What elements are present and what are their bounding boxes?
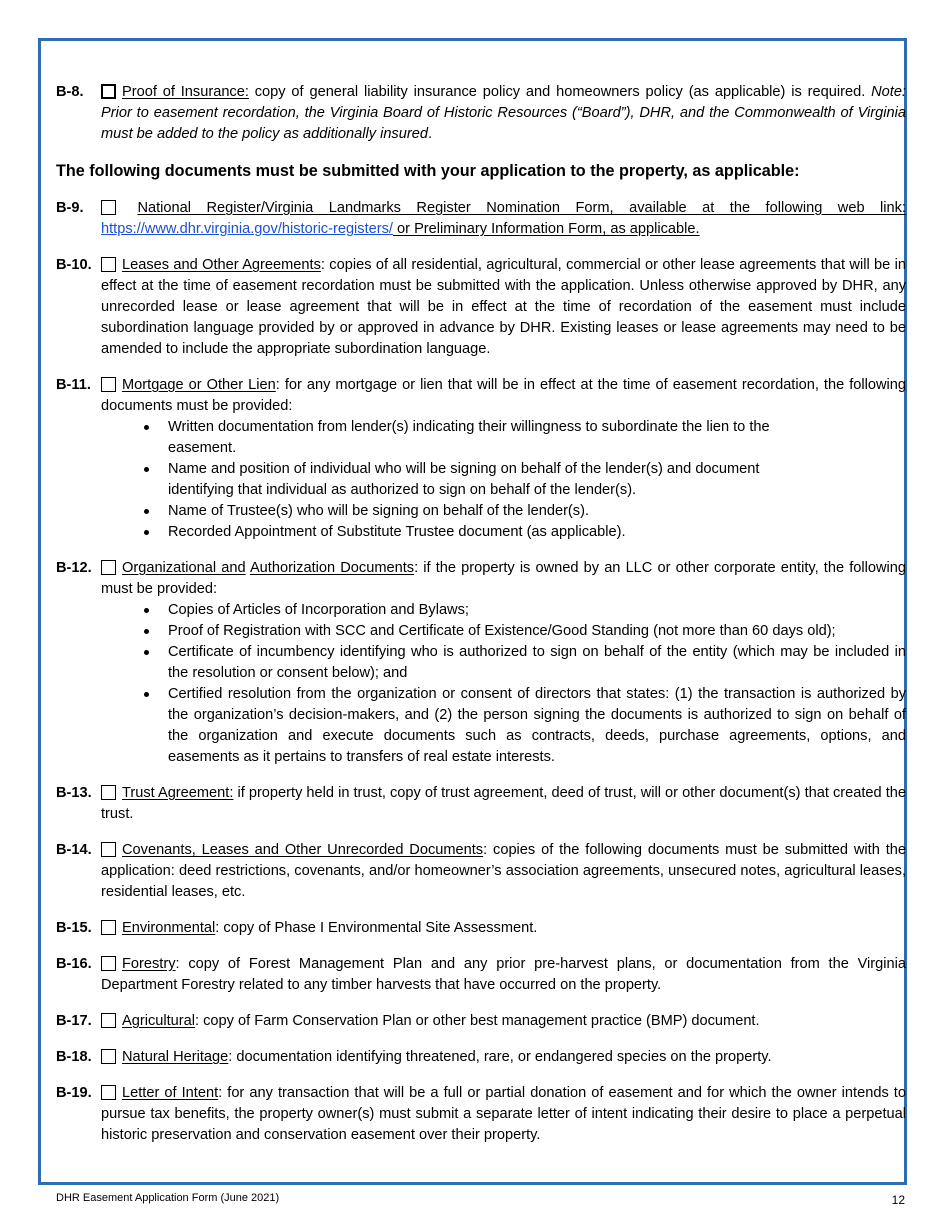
item-title: Leases and Other Agreements xyxy=(122,257,321,273)
item-text: : copies of all residential, agricultural, commercial or other lease agreements that will be in effect at the time of easement recordation must be submitted with the application. Unless otherwise approved by DHR, any unrecorded lease or lease agreement that will be in effect at the time of recordation of the easement must include subordination language provided by or approved in advance by DHR. Existing leases or lease agreements may need to be amended to include the appropriate subordination language. xyxy=(101,257,907,357)
item-b18 xyxy=(56,1047,906,1068)
item-b19 xyxy=(56,1083,906,1146)
checkbox-proof-of-insurance[interactable] xyxy=(101,84,116,99)
list-item: Recorded Appointment of Substitute Trustee document (as applicable). xyxy=(168,522,906,543)
item-title: Environmental xyxy=(122,920,216,936)
item-title: Letter of Intent xyxy=(122,1085,219,1101)
item-label: B-19. xyxy=(56,1085,92,1101)
item-title: Mortgage or Other Lien xyxy=(122,377,276,393)
list-item: Proof of Registration with SCC and Certificate of Existence/Good Standing (not more than 60 days old); xyxy=(168,621,906,642)
item-note: Note: Prior to easement recordation, the Virginia Board of Historic Resources (“Board”), DHR, and the Commonwealth of Virginia must be added to the policy as additionally insured xyxy=(101,84,906,142)
item-text: if property held in trust, copy of trust agreement, deed of trust, will or other document(s) that created the trust. xyxy=(101,785,906,822)
item-label: B-9. xyxy=(56,200,84,216)
item-text: copy of general liability insurance policy and homeowners policy (as applicable) is required. xyxy=(248,84,872,100)
checkbox-natural-heritage[interactable] xyxy=(101,1049,116,1064)
item-b17 xyxy=(56,1011,906,1032)
section-heading: The following documents must be submitted with your application to the property, as applicable: xyxy=(56,162,800,180)
item-label: B-8. xyxy=(56,84,84,100)
item-label: B-12. xyxy=(56,560,92,576)
item-text: : copy of Farm Conservation Plan or other best management practice (BMP) document. xyxy=(195,1013,760,1029)
list-item: Name of Trustee(s) who will be signing on behalf of the lender(s). xyxy=(168,501,906,522)
checkbox-letter-of-intent[interactable] xyxy=(101,1085,116,1100)
item-title-b: Authorization Documents xyxy=(249,560,415,576)
list-item: Written documentation from lender(s) indicating their willingness to subordinate the lien to the easement. xyxy=(168,417,906,459)
list-item: Certified resolution from the organization or consent of directors that states: (1) the transaction is authorized by the organization’s decision-makers, and (2) the person signing the documents is authorized to sign on behalf of the organization and execute documents such as contracts, deeds, purchase agreements, options, and easements as it pertains to transfers of real estate interests. xyxy=(168,684,906,768)
item-text: : if the property is owned by an LLC or other corporate entity, the following must be provided: xyxy=(101,560,906,597)
b11-bullet-list xyxy=(56,417,906,543)
item-label: B-14. xyxy=(56,842,92,858)
item-b16 xyxy=(56,954,906,996)
b12-bullet-list xyxy=(56,600,906,768)
checkbox-environmental[interactable] xyxy=(101,920,116,935)
item-label: B-10. xyxy=(56,257,92,273)
item-title: National Register/Virginia Landmarks Register Nomination Form, available at the following web link: xyxy=(137,200,906,216)
list-item: Name and position of individual who will be signing on behalf of the lender(s) and document identifying that individual as authorized to sign on behalf of the lender(s). xyxy=(168,459,906,501)
item-text: : for any mortgage or lien that will be in effect at the time of easement recordation, the following documents must be provided: xyxy=(101,377,906,414)
item-title: Trust Agreement: xyxy=(122,785,234,801)
item-text: : copies of the following documents must be submitted with the application: deed restrictions, covenants, and/or homeowner’s association agreements, unsecured notes, agricultural leases, residential leases, etc. xyxy=(101,842,906,900)
item-text: : copy of Forest Management Plan and any prior pre-harvest plans, or documentation from the Virginia Department Forestry related to any timber harvests that have occurred on the property. xyxy=(101,956,906,993)
checkbox-organizational-docs[interactable] xyxy=(101,560,116,575)
item-text: : copy of Phase I Environmental Site Assessment. xyxy=(215,920,538,936)
item-label: B-17. xyxy=(56,1013,92,1029)
item-b10 xyxy=(56,255,906,360)
checkbox-covenants-leases[interactable] xyxy=(101,842,116,857)
item-label: B-15. xyxy=(56,920,92,936)
checkbox-trust-agreement[interactable] xyxy=(101,785,116,800)
item-title: Proof of Insurance: xyxy=(122,84,249,100)
item-text: : documentation identifying threatened, rare, or endangered species on the property. xyxy=(228,1049,772,1065)
item-title: Covenants, Leases and Other Unrecorded Documents xyxy=(122,842,484,858)
note-end: . xyxy=(427,126,433,142)
item-title: Forestry xyxy=(122,956,176,972)
item-title: Agricultural xyxy=(122,1013,195,1029)
page-number: 12 xyxy=(891,1193,905,1207)
item-text: or Preliminary Information Form, as applicable. xyxy=(392,221,700,237)
item-title: Natural Heritage xyxy=(122,1049,229,1065)
item-b13 xyxy=(56,783,906,825)
document-body xyxy=(56,82,906,1146)
item-label: B-18. xyxy=(56,1049,92,1065)
item-b12 xyxy=(56,558,906,600)
list-item: Certificate of incumbency identifying who is authorized to sign on behalf of the entity (which may be included in the resolution or consent below); and xyxy=(168,642,906,684)
checkbox-forestry[interactable] xyxy=(101,956,116,971)
item-title: Organizational and xyxy=(122,560,246,576)
checkbox-nomination-form[interactable] xyxy=(101,200,116,215)
checkbox-leases-agreements[interactable] xyxy=(101,257,116,272)
item-label: B-11. xyxy=(56,377,91,393)
footer-form-title: DHR Easement Application Form (June 2021) xyxy=(56,1192,280,1204)
item-b14 xyxy=(56,840,906,903)
item-label: B-16. xyxy=(56,956,92,972)
item-b9 xyxy=(56,198,906,240)
item-b8 xyxy=(56,82,906,145)
checkbox-agricultural[interactable] xyxy=(101,1013,116,1028)
checkbox-mortgage-lien[interactable] xyxy=(101,377,116,392)
item-b11 xyxy=(56,375,906,417)
dhr-historic-registers-link[interactable]: https://www.dhr.virginia.gov/historic-registers/ xyxy=(101,221,393,237)
item-text: : for any transaction that will be a full or partial donation of easement and for which the owner intends to pursue tax benefits, the property owner(s) must submit a separate letter of intent indicating their desire to place a perpetual historic preservation and conservation easement over their property. xyxy=(101,1085,906,1143)
item-b15 xyxy=(56,918,906,939)
list-item: Copies of Articles of Incorporation and Bylaws; xyxy=(168,600,906,621)
item-label: B-13. xyxy=(56,785,92,801)
